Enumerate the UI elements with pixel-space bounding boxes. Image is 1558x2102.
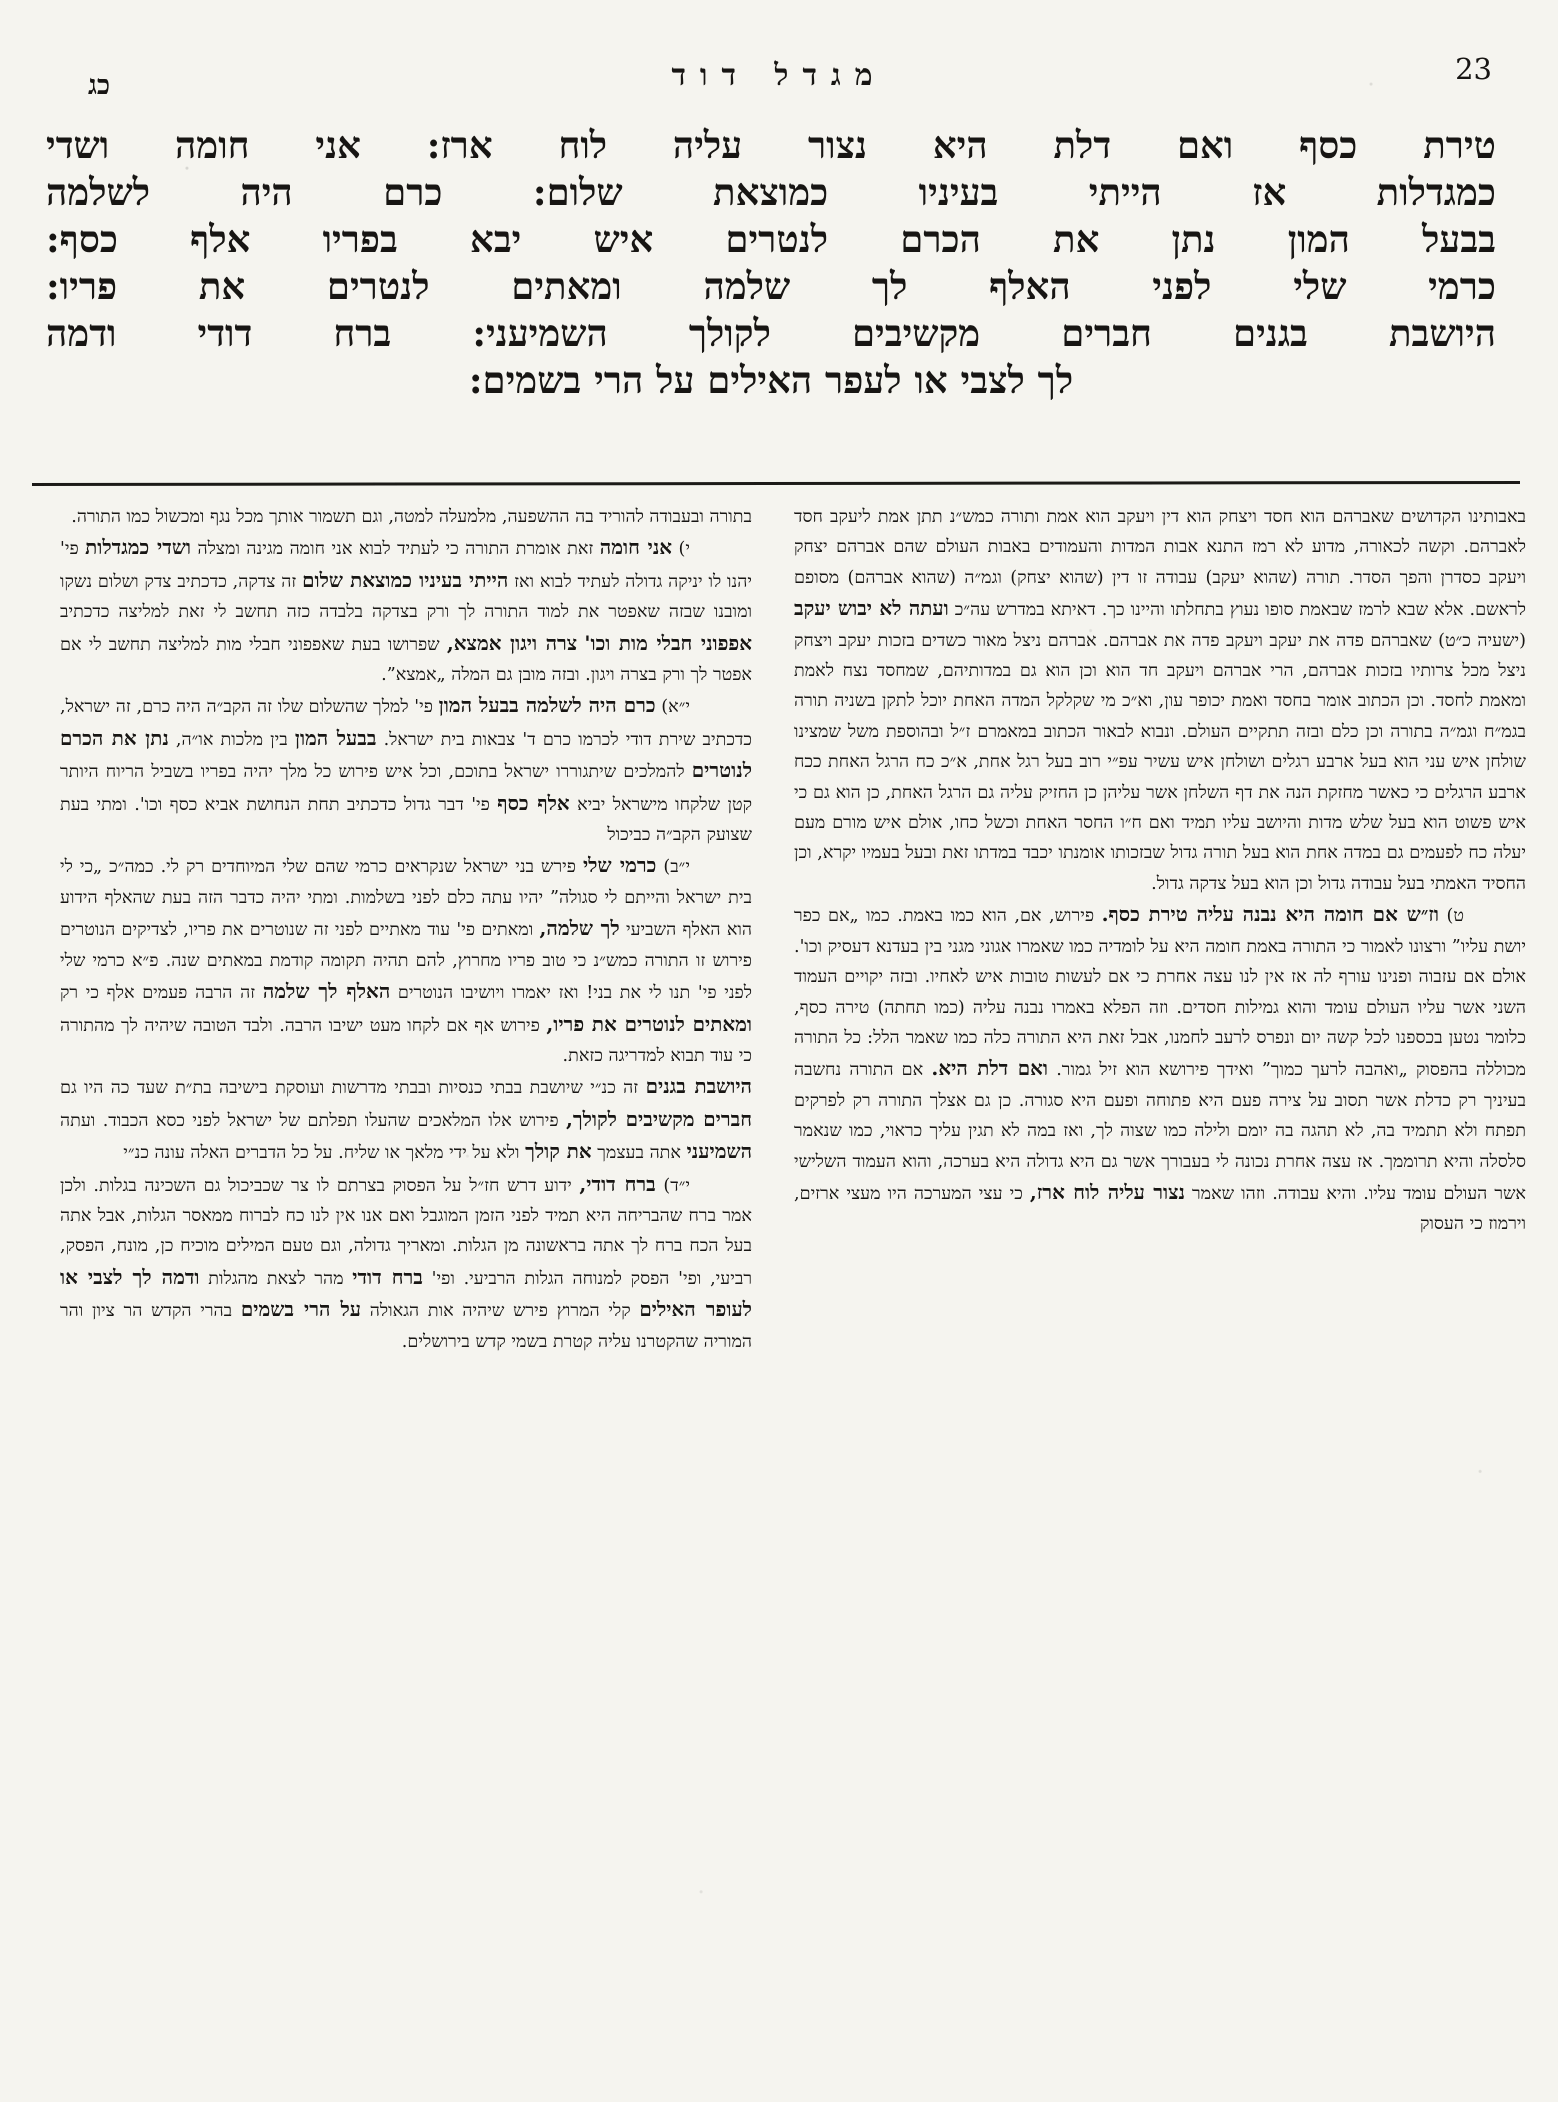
commentary-text: פירוש, אם, הוא כמו באמת. כמו „אם כפר יושת עליו” ורצונו לאמור כי התורה באמת חומה היא על לומדיה כמו שאמרו אגוני מגני בין בעדנא דעסיק וכו'. אולם אם עזבוה ופנינו עורף לה אז אין לנו עצה אחרת כי אם לעשות טובות איש לאחיו. ובזה יקויים העמוד השני אשר עליו העולם עומד והוא גמילות חסדים. וזה הפלא באמרו נבנה עליה (כמו תחתה) טירה כסף, כלומר נטען בכספנו לכל קשה יום ונפרס לרעב לחמנו, אבל זאת היא התורה כלה כמו שאמר הלל: כל התורה מכוללה בהפסוק „ואהבה לרעך כמוך” ואידך פירושא הוא זיל גמור.	[794, 906, 1526, 1081]
commentary-text: זאת אומרת התורה כי לעתיד לבוא אני חומה מגינה ומצלה	[190, 539, 600, 560]
lemma-citation: וז״ש אם חומה היא נבנה עליה טירת כסף.	[1101, 902, 1439, 927]
commentary-text: זה צדקה, כדכתיב צדק ושלום נשקו ומובנו שבזה שאפטר את למוד התורה לך ורק בצדקה בלבדה כזה תחשב לי זאת למליצה כדכתיב	[60, 571, 752, 623]
lemma-citation: לך שלמה,	[539, 916, 620, 941]
lemma-citation: את קולך	[525, 1139, 592, 1164]
commentary-text: ידוע דרש חז״ל על הפסוק בצרתם לו צר שכביכול גם השכינה בגלות. ולכן אמר ברח שהבריחה היא תמיד לפני הזמן המוגבל ואם אנו אין לנו כח לברוח ממאסר הגלות, אבל אתה בעל הכח ברח לך אתה בראשונה מן הגלות. ומאריך גדולה, וגם טעם המילים מוכיח כן, מונח, הפסק, רביעי, ופי' הפסק למנוחה הגלות הרביעי. ופי'	[60, 1175, 752, 1289]
commentary-paragraph	[60, 532, 752, 690]
commentary-paragraph	[60, 690, 752, 850]
commentary-columns	[60, 502, 1526, 1357]
lemma-citation: כרם היה לשלמה בבעל המון	[438, 693, 656, 718]
lemma-citation: ואם דלת היא.	[931, 1056, 1049, 1081]
commentary-text: אם התורה נחשבה בעיניך רק כדלת אשר תסוב על צירה פעם היא פתוחה ופעם היא סגורה. כן גם אצלך התורה רק לפרקים תפתח ולא תתמיד בה, לא תהגה בה יומם ולילה כמו שצוה לך, ואז במה לא תגין עליך כראוי, כמו שנאמר סלסלה והיא תרוממך. אז עצה אחרת נכונה לי בעבורך אשר גם היא גדולה היא בערכה, והוא העמוד השלישי אשר העולם עומד עליו. והיא עבודה. וזהו שאמר	[794, 1060, 1526, 1204]
lemma-citation: אני חומה	[599, 535, 673, 560]
commentary-paragraph	[794, 502, 1526, 899]
commentary-paragraph	[60, 1169, 752, 1357]
lemma-citation: ודמה לך לצבי או לעופר האילים	[60, 1264, 752, 1322]
commentary-text: בהרי הקדש הר ציון והר המוריה שהקטרנו עליה קטרת בשמי קדש בירושלים.	[60, 1301, 752, 1352]
commentary-text: אתה בעצמך	[591, 1143, 687, 1164]
commentary-text: קלי המרוץ פירש שיהיה אות הגאולה	[361, 1301, 640, 1322]
commentary-text: זה כנ״י שיושבת בבתי כנסיות ובבתי מדרשות ועוסקת בישיבה בת״ת שעד כה היו גם	[60, 1078, 646, 1099]
verse-text-block	[46, 122, 1496, 404]
book-title: מגדל דוד	[671, 58, 887, 93]
lemma-citation: היושבת בגנים	[645, 1074, 752, 1099]
commentary-paragraph	[60, 850, 752, 1071]
commentary-paragraph	[60, 1071, 752, 1168]
commentary-text: (ישעיה כ״ט) שאברהם פדה את יעקב ויעקב פדה את אברהם. אברהם ניצל מאור כשדים בזכות יעקב ויצחק ניצל מכל צרותיו בזכות אברהם, הרי אברהם ויעקב חד הוא וכן הוא גם במדותיהם, שמחסד נצח לאמת ומאמת לחסד. וכן הכתוב אומר בחסד ואמת יכופר עון, וא״כ מי שקלקל המדה האחת יוכל לתקן בשניה תורה בגמ״ח וגמ״ה בתורה וכן כלם ובזה תתקיים העולם. ונבוא לבאור הכתוב במאמרם ז״ל ובהוספת משל שמצינו שולחן איש עני הוא בעל ארבע רגלים ושולחן איש עשיר עפ״י רוב בעל רגל אחת, א״כ כח הרגל האחת ככח ארבע הרגלים כי כאשר מחזקת הנה את דף השלחן אשר עליהן כן החזיק עליה גם הרגל האחת, כן הוא גם כי איש פשוט הוא בעל שלש מדות והיושב עליו תמיד ואם ח״ו החסר האחת וכשל כחו, אולם איש מורם מעם יעלה כח לפעמים גם במדה אחת הוא בעל תורה גדול שבזכותו אומנתו יכבד במדתו זאת ובעל בעמיו יקרא, וכן החסיד האמתי בעל עבודה גדול וכן הוא בעל צדקה גדול.	[794, 630, 1526, 894]
commentary-text: פירש בני ישראל שנקראים כרמי שהם שלי המיוחדים רק לי. כמה״כ „כי לי בית ישראל והייתם לי סגולה” יהיו עתה כלם לפני בשלמות. ומתי יהיה כדבר הזה בעת שהאלף הידוע הוא האלף השביעי	[60, 857, 753, 941]
commentary-text: ולא על ידי מלאך או שליח. על כל הדברים האלה עונה כנ״י	[123, 1143, 526, 1164]
verse-line: לך לצבי או לעפר האילים על הרי בשמים:	[468, 358, 1074, 402]
verse-line: בבעל המון נתן את הכרם לנטרים איש יבא בפריו אלף כסף:	[46, 217, 1496, 261]
commentary-text: זה הרבה פעמים אלף כי רק	[60, 983, 263, 1004]
lemma-citation: אפפוני חבלי מות וכו'	[584, 630, 752, 655]
lemma-citation: חברים מקשיבים לקולך,	[565, 1106, 752, 1131]
page-header	[0, 46, 1558, 110]
commentary-paragraph	[794, 899, 1526, 1239]
lemma-citation: בבעל המון	[294, 725, 377, 750]
commentary-text: י)	[672, 539, 691, 560]
lemma-citation: ועתה לא יבוש יעקב	[794, 596, 949, 621]
verse-line: כרמי שלי לפני האלף לך שלמה ומאתים לנטרים את פריו:	[46, 264, 1496, 308]
commentary-text: פי' דבר גדול כדכתיב תחת הנחושת אביא כסף וכו'. ומתי בעת שצועק הקב״ה כביכול	[60, 794, 752, 846]
commentary-text: י״א)	[655, 697, 691, 718]
lemma-citation: הייתי בעיניו כמוצאת שלום	[302, 567, 509, 592]
lemma-citation: נצור עליה לוח ארז,	[1029, 1179, 1185, 1204]
folio-number-hebrew: כג	[88, 70, 111, 101]
commentary-text: בתורה ובעבודה להוריד בה ההשפעה, מלמעלה למטה, וגם תשמור אותך מכל נגף ומכשול כמו התורה.	[71, 507, 752, 527]
lemma-citation: על הרי בשמים	[240, 1297, 362, 1322]
commentary-column-right	[794, 502, 1526, 1357]
page-number: 23	[1455, 52, 1492, 86]
commentary-text: פי' למלך שהשלום שלו זה הקב״ה היה כרם, זה ישראל, כדכתיב שירת דודי לכרמו כרם ד' צבאות בית ישראל.	[60, 697, 752, 750]
commentary-text: י״ד)	[655, 1175, 690, 1196]
commentary-text: פי' יהנו לו יניקה גדולה לעתיד לבוא ואז	[60, 539, 752, 592]
commentary-text: י״ב)	[656, 857, 690, 878]
commentary-text: ומאתים פי' עוד מאתיים לפני זה שנוטרים את פריו, לצדיקים הנוטרים פירוש זו התורה כמש״נ כי טוב פריו מחרוץ, להם תהיה תקומה קודמת במאתים שנה. פ״א כרמי שלי לפני פי' תנו לי את בני! ואז יאמרו ויושיבו הנוטרים	[60, 920, 752, 1004]
commentary-text: פירוש אלו המלאכים שהעלו תפלתם של ישראל לפני כסא הכבוד. ועתה	[60, 1110, 566, 1131]
commentary-paragraph	[60, 502, 752, 532]
verse-line: היושבת בגנים חברים מקשיבים לקולך השמיעני: ברח דודי ודמה	[46, 311, 1496, 355]
commentary-text: להמלכים שיתגוררו ישראל בתוכם, וכל איש פירוש כל מלך יהיה בפריו בשביל הריוח היותר קטן שלקחו מישראל יביא	[60, 762, 753, 815]
lemma-citation: ברח דודי	[352, 1264, 423, 1289]
commentary-text: ט)	[1438, 906, 1464, 927]
lemma-citation: כרמי שלי	[582, 853, 657, 878]
lemma-citation: השמיעני	[686, 1139, 752, 1164]
lemma-citation: נתן את הכרם לנוטרים	[60, 725, 752, 783]
commentary-column-left	[60, 502, 752, 1357]
lemma-citation: צרה ויגון אמצא,	[446, 630, 578, 655]
verse-line: טירת כסף ואם דלת היא נצור עליה לוח ארז: אני חומה ושדי	[46, 123, 1496, 167]
commentary-text: שפרושו בעת שאפפוני חבלי מות למליצה תחשב לי אם אפטר לך ורק בצרה ויגון. ובזה מובן גם המלה „אמצא”.	[60, 634, 752, 686]
lemma-citation: ושדי כמגדלות	[85, 535, 191, 560]
horizontal-divider	[32, 481, 1520, 486]
commentary-text: בין מלכות או״ה,	[168, 729, 295, 750]
verse-line: כמגדלות אז הייתי בעיניו כמוצאת שלום: כרם היה לשלמה	[46, 170, 1496, 214]
lemma-citation: ברח דודי,	[579, 1171, 656, 1196]
lemma-citation: ומאתים לנוטרים את פריו,	[546, 1011, 752, 1036]
lemma-citation: אלף כסף	[497, 790, 570, 815]
commentary-text: פירוש אף אם לקחו מעט ישיבו הרבה. ולבד הטובה שיהיה לך מהתורה כי עוד תבוא למדריגה כזאת.	[60, 1015, 752, 1066]
commentary-text: באבותינו הקדושים שאברהם הוא חסד ויצחק הוא דין ויעקב הוא אמת ותורה כמש״נ תתן אמת ליעקב חסד לאברהם. וקשה לכאורה, מדוע לא רמז התנא אבות המדות והעמודים באבות העולם שהם אברהם יצחק ויעקב כסדרן והפך הסדר. תורה (שהוא יעקב) עבודה זו דין (שהוא יצחק) וגמ״ה (שהוא אברהם) מסופם לראשם. אלא שבא לרמז שבאמת סופו נעוץ בתחלתו והיינו כך. דאיתא במדרש עה״כ	[794, 507, 1526, 621]
commentary-text: מהר לצאת מהגלות	[199, 1268, 353, 1289]
lemma-citation: האלף לך שלמה	[262, 979, 391, 1004]
commentary-text: כי עצי המערכה היו מעצי ארזים, וירמוז כי העסוק	[794, 1183, 1526, 1235]
